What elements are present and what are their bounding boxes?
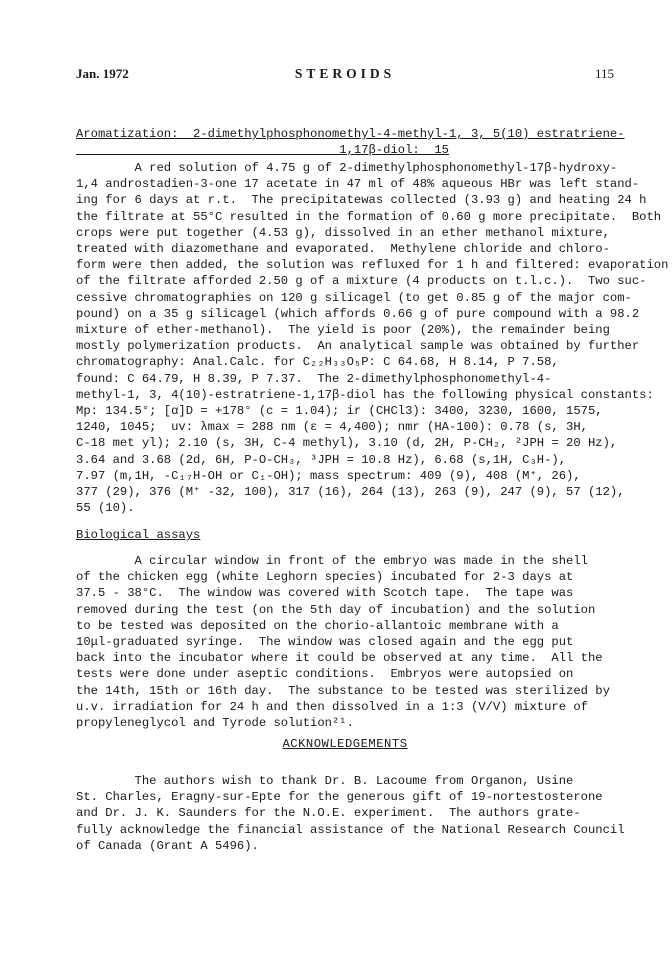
issue-date: Jan. 1972	[76, 66, 129, 81]
acknowledgements-heading: ACKNOWLEDGEMENTS	[282, 737, 408, 751]
biological-assays-paragraph: A circular window in front of the embryo was made in the shell of the chicken egg (white Leghorn species) incubated for 2-3 days at 37.5 - 38°C. The window was covered with Scotch tape. The tape was removed during the test (on the 5th day of incubation) and the solution to be tested was deposited on the chorio-allantoic membrane with a 10μl-graduated syringe. The window was closed again and the egg put back into the incubator where it could be observed at any time. All the tests were done under aseptic conditions. Embryos were autopsied on the 14th, 15th or 16th day. The substance to be tested was sterilized by u.v. irradiation for 24 h and then dissolved in a 1:3 (V/V) mixture of propyleneglycol and Tyrode solution²¹.	[76, 554, 610, 731]
aromatization-paragraph: A red solution of 4.75 g of 2-dimethylphosphonomethyl-17β-hydroxy- 1,4 androstadien-3-one 17 acetate in 47 ml of 48% aqueous HBr was left stand- ing for 6 days at r.t. The precipitatewas collected (3.93 g) and heating 24 h the filtrate at 55°C resulted in the formation of 0.60 g more precipitate. Both crops were put together (4.53 g), dissolved in an ether methanol mixture, treated with diazomethane and evaporated. Methylene chloride and chloro- form were then added, the solution was refluxed for 1 h and filtered: evaporation of the filtrate afforded 2.50 g of a mixture (4 products on t.l.c.). Two suc- cessive chromatographies on 120 g silicagel (to get 0.85 g of the major com- pound) on a 35 g silicagel (which affords 0.66 g of pure compound with a 98.2 mixture of ether-methanol). The yield is poor (20%), the remainder being mostly polymerization products. An analytical sample was obtained by further chromatography: Anal.Calc. for C₂₂H₃₃O₅P: C 64.68, H 8.14, P 7.58, found: C 64.79, H 8.39, P 7.37. The 2-dimethylphosphonomethyl-4- methyl-1, 3, 4(10)-estratriene-1,17β-diol has the following physical constants: Mp: 134.5°; [α]D = +178° (c = 1.04); ir (CHCl3): 3400, 3230, 1600, 1575, 1240, 1045; uv: λmax = 288 nm (ε = 4,400); nmr (HA-100): 0.78 (s, 3H, C-18 met yl); 2.10 (s, 3H, C-4 methyl), 3.10 (d, 2H, P-CH₂, ²JPH = 20 Hz), 3.64 and 3.68 (2d, 6H, P-O-CH₃, ³JPH = 10.8 Hz), 6.68 (s,1H, C₃H-), 7.97 (m,1H, -C₁₇H-OH or C₁-OH); mass spectrum: 409 (9), 408 (M⁺, 26), 377 (29), 376 (M⁺ -32, 100), 317 (16), 264 (13), 263 (9), 247 (9), 57 (12), 55 (10).	[76, 161, 669, 516]
biological-assays-heading: Biological assays	[76, 528, 201, 542]
acknowledgements-paragraph: The authors wish to thank Dr. B. Lacoume from Organon, Usine St. Charles, Eragny-sur-Epte for the generous gift of 19-nortestosterone and Dr. J. K. Saunders for the N.O.E. experiment. The authors grate- fully acknowledge the financial assistance of the National Research Council of Canada (Grant A 5496).	[76, 774, 625, 853]
aromatization-heading-cont: 1,17β-diol: 15	[76, 143, 449, 157]
running-header	[76, 66, 614, 84]
page-number: 115	[594, 66, 614, 81]
journal-name: STEROIDS	[294, 66, 396, 81]
aromatization-heading: Aromatization: 2-dimethylphosphonomethyl-4-methyl-1, 3, 5(10) estratriene-	[76, 127, 625, 141]
